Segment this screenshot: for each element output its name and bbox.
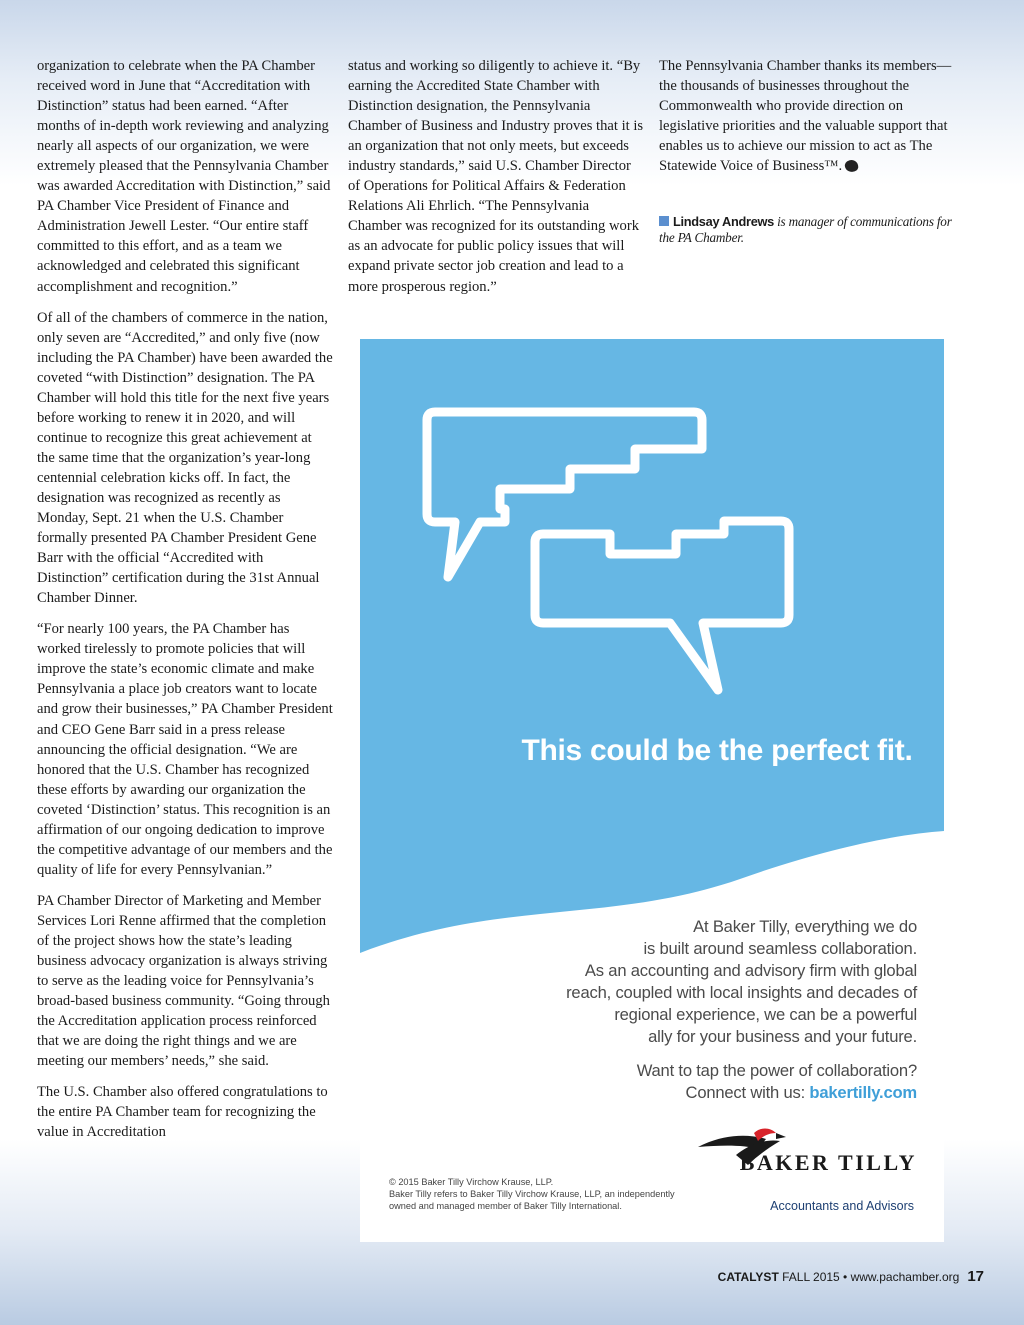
brand-subtitle: Accountants and Advisors — [770, 1199, 914, 1213]
ad-body-line: reach, coupled with local insights and decades of — [566, 982, 917, 1002]
cta-prefix: Connect with us: — [685, 1082, 810, 1102]
cta-connect-line — [497, 1082, 917, 1104]
end-mark-icon — [844, 159, 860, 174]
paragraph: Of all of the chambers of commerce in the nation, only seven are “Accredited,” and only five (now including the PA Chamber) have been awarded the coveted “with Distinction” designation. The PA Chamber will hold this title for the next five years before working to renew it in 2020, and will continue to recognize this great achievement at the same time that the organization’s year-long centennial celebration kicks off. In fact, the designation was recognized as recently as Monday, Sept. 21 when the U.S. Chamber formally presented PA Chamber President Gene Barr with the official “Accredited with Distinction” certification during the 31st Annual Chamber Dinner. — [37, 309, 333, 607]
paragraph-text: The Pennsylvania Chamber thanks its members—the thousands of businesses throughout the Commonwealth who provide direction on legislative priorities and the valuable support that enables us to achieve our mission to act as The Statewide Voice of Business™. — [659, 58, 952, 175]
baker-tilly-advertisement[interactable] — [360, 339, 944, 1242]
author-description: is manager of communications for the PA Chamber. — [659, 214, 952, 245]
cta-question: Want to tap the power of collaboration? — [636, 1061, 917, 1080]
closing-paragraph — [659, 56, 959, 176]
paragraph: PA Chamber Director of Marketing and Member Services Lori Renne affirmed that the completion of the project shows how the state’s leading business advocacy organization is always striving to serve as the leading voice for Pennsylvania’s broad-based business community. “Going through the Accreditation application process reinforced that we are doing the right things and we are meeting our members’ needs,” she said. — [37, 892, 330, 1070]
page-footer — [718, 1268, 984, 1285]
paragraph: status and working so diligently to achieve it. “By earning the Accredited State Chamber with Distinction designation, the Pennsylvania Chamber of Business and Industry proves that it is an organization that not only meets, but exceeds industry standards,” said U.S. Chamber Director of Operations for Political Affairs & Federation Relations Ali Ehrlich. “The Pennsylvania Chamber was recognized for its outstanding work as an advocate for public policy issues that will expand private sector job creation and lead to a more prosperous region.” — [348, 58, 644, 295]
speech-bubble-right-icon — [535, 521, 789, 690]
article-column-3 — [659, 56, 959, 245]
paragraph: “For nearly 100 years, the PA Chamber has worked tirelessly to promote policies that will improve the state’s economic climate and make Pennsylvania a place job creators want to locate and grow their businesses,” PA Chamber President and CEO Gene Barr said in a press release announcing the official designation. “We are honored that the U.S. Chamber has recognized these efforts by awarding our organization the coveted ‘Distinction’ status. This recognition is an affirmation of our ongoing dedication to improve the competitive advantage of our members and the quality of life for every Pennsylvanian.” — [37, 621, 333, 878]
ad-body-line: is built around seamless collaboration. — [643, 938, 917, 958]
square-bullet-icon — [659, 216, 669, 226]
article-column-2 — [348, 56, 644, 308]
page-number: 17 — [967, 1268, 984, 1285]
bakertilly-link[interactable]: bakertilly.com — [809, 1082, 917, 1102]
author-bio — [659, 214, 959, 245]
ad-body-copy — [497, 916, 917, 1047]
ad-body-line: regional experience, we can be a powerful — [614, 1004, 917, 1024]
ad-body-line: At Baker Tilly, everything we do — [693, 917, 917, 936]
ad-body-line: ally for your business and your future. — [648, 1026, 917, 1046]
issue-info: FALL 2015 • www.pachamber.org — [778, 1270, 960, 1284]
paragraph: The U.S. Chamber also offered congratulations to the entire PA Chamber team for recognizing the value in Accreditation — [37, 1084, 328, 1141]
article-column-1 — [37, 56, 333, 1153]
magazine-name: CATALYST — [717, 1270, 779, 1284]
author-name: Lindsay Andrews — [673, 214, 774, 230]
legal-description: Baker Tilly refers to Baker Tilly Virchow Krause, LLP, an independently owned and managed member of Baker Tilly International. — [389, 1189, 675, 1212]
baker-tilly-wordmark: BAKER TILLY — [739, 1150, 917, 1175]
ad-body-line: As an accounting and advisory firm with global — [584, 960, 917, 980]
ad-tagline: This could be the perfect fit. — [521, 734, 913, 767]
legal-copyright: © 2015 Baker Tilly Virchow Krause, LLP. — [389, 1177, 554, 1187]
paragraph: organization to celebrate when the PA Chamber received word in June that “Accreditation with Distinction” status had been earned. “After months of in-depth work reviewing and analyzing nearly all aspects of our organization, we were extremely pleased that the Pennsylvania Chamber was awarded Accreditation with Distinction,” said PA Chamber Vice President of Finance and Administration Jewell Lester. “Our entire staff committed to this effort, and as a team we acknowledged and celebrated this significant accomplishment and recognition.” — [37, 58, 331, 295]
ad-artwork — [360, 339, 944, 1242]
ad-legal-notice — [389, 1176, 699, 1213]
ad-call-to-action — [497, 1060, 917, 1104]
